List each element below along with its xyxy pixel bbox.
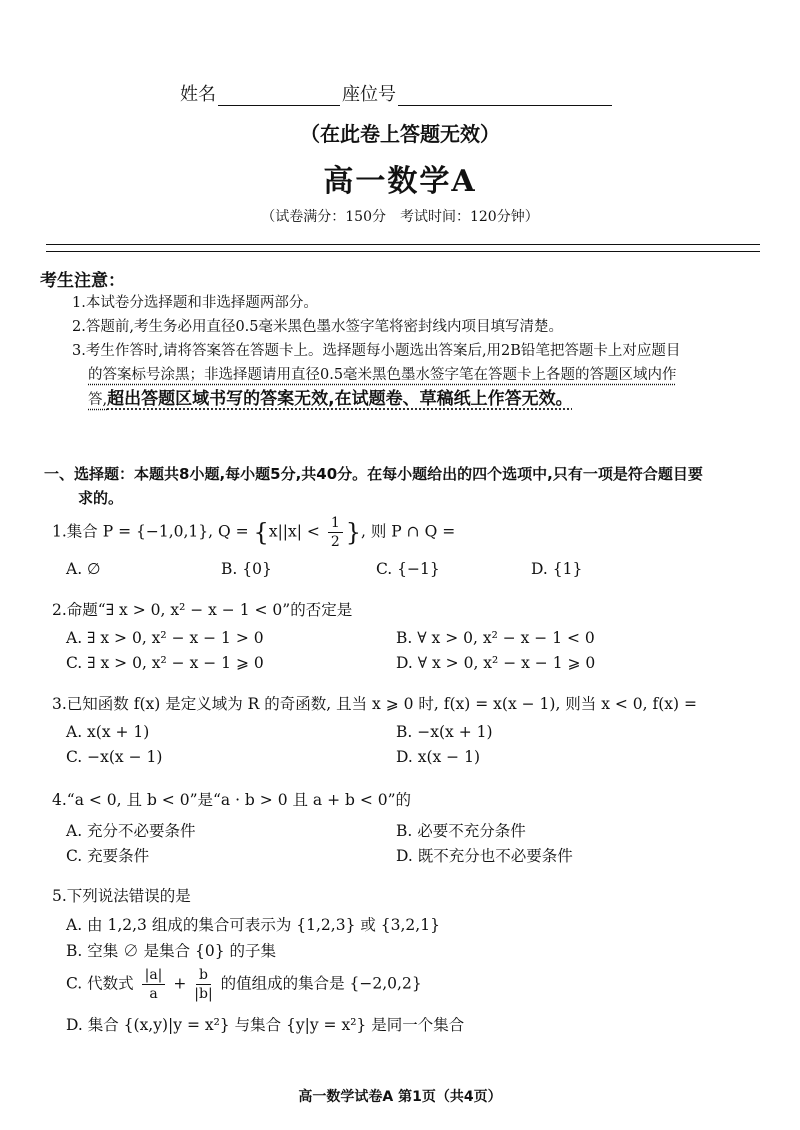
q2-option-b: B. ∀ x > 0, x² − x − 1 < 0	[396, 629, 595, 647]
q2-option-d: D. ∀ x > 0, x² − x − 1 ⩾ 0	[396, 654, 596, 672]
section-line-1: 一、选择题：本题共8小题,每小题5分,共40分。在每小题给出的四个选项中,只有一项是符合题目要	[44, 465, 703, 483]
q5-c-fraction-1	[142, 966, 166, 1003]
q5-c-num1: |a|	[142, 966, 166, 985]
q4-option-a: A. 充分不必要条件	[66, 822, 196, 840]
q5-c-prefix: C. 代数式	[66, 974, 134, 993]
notes-heading: 考生注意：	[40, 271, 125, 291]
right-brace: }	[345, 518, 362, 547]
q2-option-c: C. ∃ x > 0, x² − x − 1 ⩾ 0	[66, 654, 264, 672]
notes-list	[72, 291, 764, 412]
q1-options	[66, 560, 686, 578]
q5-c-fraction-2	[194, 966, 212, 1003]
question-4: 4.“a < 0, 且 b < 0”是“a · b > 0 且 a + b < 0”的	[52, 791, 412, 809]
note-3-tail: 答,	[88, 392, 108, 408]
q5-option-c	[66, 966, 422, 1003]
q1-option-b: B. {0}	[221, 560, 272, 578]
section-line-2: 求的。	[78, 489, 124, 507]
name-label: 姓名	[180, 84, 216, 105]
q1-option-c: C. {−1}	[376, 560, 440, 578]
q1-fraction	[328, 514, 343, 551]
exam-title: 高一数学A	[323, 164, 477, 199]
q4-option-d: D. 既不充分也不必要条件	[396, 847, 573, 865]
q4-options-row-1	[66, 819, 726, 841]
q1-frac-num: 1	[328, 514, 343, 533]
note-3: 3.考生作答时,请将答案答在答题卡上。选择题每小题选出答案后,用2B铅笔把答题卡上对应题目	[72, 343, 681, 359]
q3-option-c: C. −x(x − 1)	[66, 748, 163, 766]
q1-option-d: D. {1}	[531, 560, 583, 578]
q1-prefix: 1.集合 P = {−1,0,1}, Q =	[52, 522, 254, 541]
q5-c-num2: b	[196, 966, 211, 985]
note-1: 1.本试卷分选择题和非选择题两部分。	[72, 295, 318, 311]
q3-option-a: A. x(x + 1)	[66, 723, 150, 741]
q5-option-a: A. 由 1,2,3 组成的集合可表示为 {1,2,3} 或 {3,2,1}	[66, 916, 440, 934]
q2-option-a: A. ∃ x > 0, x² − x − 1 > 0	[66, 629, 264, 647]
q1-suffix: , 则 P ∩ Q =	[361, 522, 456, 541]
q5-c-den2: |b|	[194, 986, 213, 1002]
note-3-end	[72, 387, 764, 412]
q1-option-a: A. ∅	[66, 560, 101, 578]
question-2: 2.命题“∃ x > 0, x² − x − 1 < 0”的否定是	[52, 601, 353, 619]
q1-set-inner: x||x| <	[268, 522, 325, 541]
double-divider	[46, 244, 760, 252]
seat-label: 座位号	[342, 84, 396, 105]
exam-meta: （试卷满分：150分 考试时间：120分钟）	[261, 209, 539, 225]
q4-option-b: B. 必要不充分条件	[396, 822, 526, 840]
q5-c-plus: +	[173, 974, 187, 993]
q3-option-d: D. x(x − 1)	[396, 748, 481, 766]
q5-option-d: D. 集合 {(x,y)|y = x²} 与集合 {y|y = x²} 是同一个集合	[66, 1016, 465, 1034]
question-1	[52, 514, 455, 551]
q4-option-c: C. 充要条件	[66, 847, 150, 865]
name-blank-line	[218, 85, 340, 106]
q3-options-row-2	[66, 748, 726, 766]
q2-options-row-2	[66, 654, 726, 672]
question-5: 5.下列说法错误的是	[52, 887, 191, 905]
q5-c-den1: a	[149, 986, 158, 1002]
page-footer: 高一数学试卷A 第1页（共4页）	[298, 1089, 502, 1105]
question-3: 3.已知函数 f(x) 是定义域为 R 的奇函数, 且当 x ⩾ 0 时, f(x) = x(x − 1), 则当 x < 0, f(x) =	[52, 695, 698, 713]
invalid-answer-notice: （在此卷上答题无效）	[300, 122, 500, 146]
name-seat-bar	[180, 80, 614, 106]
note-2: 2.答题前,考生务必用直径0.5毫米黑色墨水签字笔将密封线内项目填写清楚。	[72, 319, 564, 335]
left-brace: {	[253, 518, 269, 547]
seat-blank-line	[398, 85, 612, 106]
note-3-bold: 超出答题区域书写的答案无效,在试题卷、草稿纸上作答无效。	[107, 389, 573, 409]
note-3-cont: 的答案标号涂黑；非选择题请用直径0.5毫米黑色墨水签字笔在答题卡上各题的答题区域内作	[88, 367, 677, 383]
q1-frac-den: 2	[330, 534, 340, 550]
q4-options-row-2	[66, 844, 726, 866]
q5-c-suffix: 的值组成的集合是 {−2,0,2}	[220, 974, 422, 993]
q5-option-b: B. 空集 ∅ 是集合 {0} 的子集	[66, 942, 277, 960]
q3-options-row-1	[66, 723, 726, 741]
section-one-heading	[44, 462, 764, 510]
q3-option-b: B. −x(x + 1)	[396, 723, 493, 741]
q2-options-row-1	[66, 629, 726, 647]
